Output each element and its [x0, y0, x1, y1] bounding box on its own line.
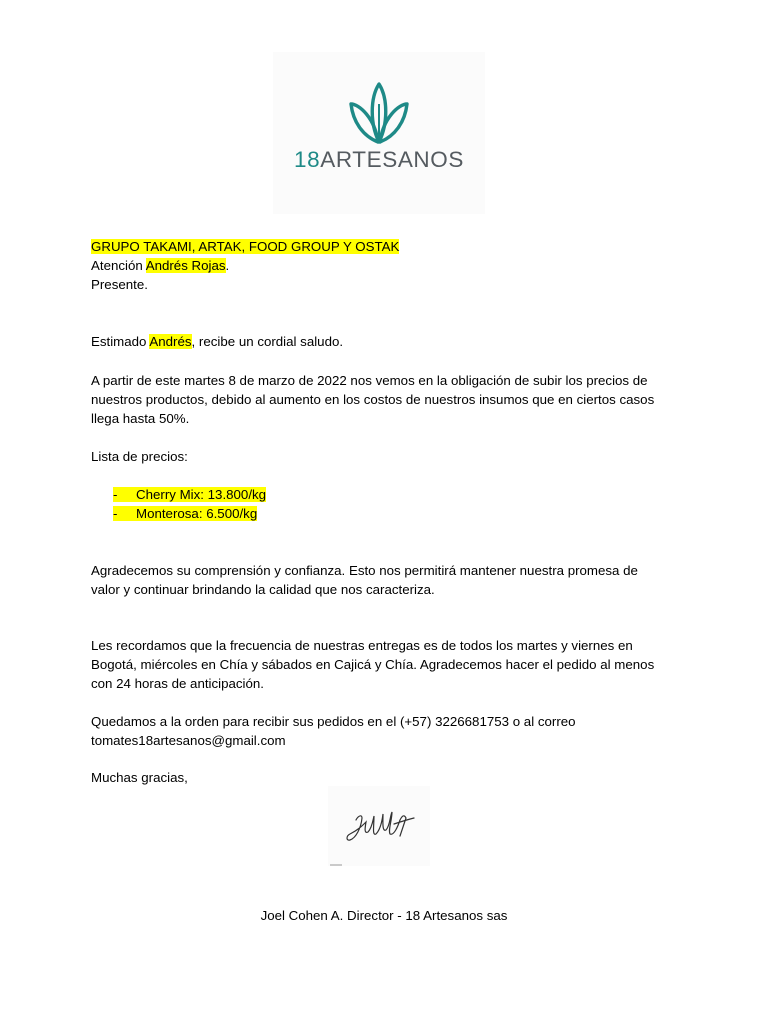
signature [328, 786, 430, 866]
company-logo [273, 52, 485, 214]
presente-line: Presente. [91, 277, 148, 292]
price-increase-paragraph: A partir de este martes 8 de marzo de 2022 nos vemos en la obligación de subir los precios de nuestros productos, debido al aumento en los costos de nuestros insumos que en ciertos casos llega hasta 50%. [91, 373, 655, 426]
recipient-company: GRUPO TAKAMI, ARTAK, FOOD GROUP Y OSTAK [91, 239, 400, 254]
contact-paragraph: Quedamos a la orden para recibir sus pedidos en el (+57) 3226681753 o al correo tomates18artesanos@gmail.com [91, 714, 576, 748]
leaf-plant-icon [343, 80, 415, 150]
price-list-title: Lista de precios: [91, 449, 188, 464]
delivery-paragraph: Les recordamos que la frecuencia de nuestras entregas es de todos los martes y viernes en Bogotá, miércoles en Chía y sábados en Cajicá y Chía. Agradecemos hacer el pedido al menos con 24 horas de anticipación. [91, 638, 655, 691]
thanks-paragraph: Agradecemos su comprensión y confianza. Esto nos permitirá mantener nuestra promesa de valor y continuar brindando la calidad que nos caracteriza. [91, 563, 638, 597]
signer-name: Joel Cohen A. Director - 18 Artesanos sas [260, 908, 508, 923]
attention-name: Andrés Rojas [145, 258, 226, 273]
logo-wordmark: 18ARTESANOS [293, 147, 464, 172]
greeting-name: Andrés [149, 334, 192, 349]
price-list-item: - Cherry Mix: 13.800/kg [113, 487, 267, 502]
attention-line: Atención Andrés Rojas. [91, 258, 230, 273]
closing: Muchas gracias, [91, 770, 188, 785]
greeting: Estimado Andrés, recibe un cordial saludo. [91, 334, 344, 349]
signature-scribble [328, 786, 430, 866]
recipient-block [91, 237, 681, 294]
price-list-item: - Monterosa: 6.500/kg [113, 506, 258, 521]
